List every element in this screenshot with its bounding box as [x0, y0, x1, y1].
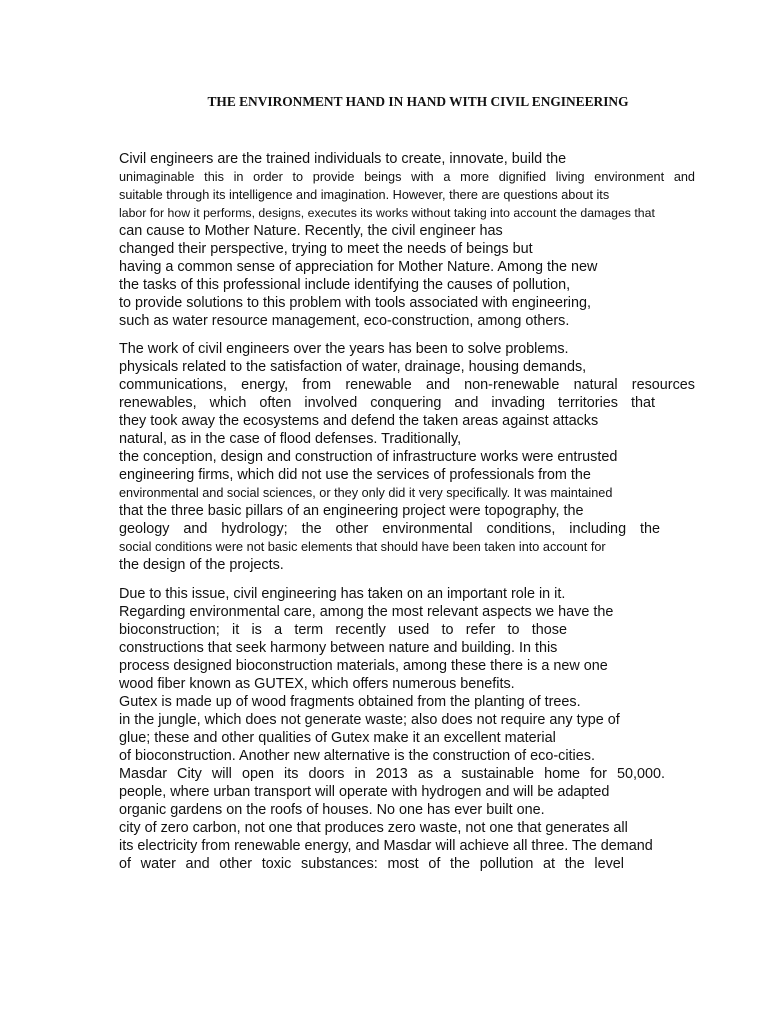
paragraph-line: suitable through its intelligence and imagination. However, there are questions about its	[119, 188, 610, 202]
paragraph-line: Due to this issue, civil engineering has taken on an important role in it.	[119, 586, 566, 602]
paragraph-line: to provide solutions to this problem with tools associated with engineering,	[119, 295, 591, 311]
paragraph-line: renewables, which often involved conquering and invading territories that	[119, 395, 655, 411]
paragraph-line: glue; these and other qualities of Gutex make it an excellent material	[119, 730, 556, 746]
paragraph-1	[119, 150, 695, 330]
paragraph-line: Regarding environmental care, among the most relevant aspects we have the	[119, 604, 614, 620]
paragraph-2	[119, 340, 695, 574]
paragraph-line: process designed bioconstruction materials, among these there is a new one	[119, 658, 608, 674]
paragraph-line: in the jungle, which does not generate waste; also does not require any type of	[119, 712, 620, 728]
paragraph-line: its electricity from renewable energy, and Masdar will achieve all three. The demand	[119, 838, 653, 854]
paragraph-line: natural, as in the case of flood defenses. Traditionally,	[119, 431, 462, 447]
paragraph-line: engineering firms, which did not use the services of professionals from the	[119, 467, 591, 483]
paragraph-line: such as water resource management, eco-construction, among others.	[119, 313, 570, 329]
paragraph-line: Civil engineers are the trained individuals to create, innovate, build the	[119, 151, 567, 167]
paragraph-line: people, where urban transport will operate with hydrogen and will be adapted	[119, 784, 610, 800]
paragraph-line: wood fiber known as GUTEX, which offers numerous benefits.	[119, 676, 515, 692]
paragraph-line: Masdar City will open its doors in 2013 as a sustainable home for 50,000.	[119, 766, 665, 782]
paragraph-line: the tasks of this professional include identifying the causes of pollution,	[119, 277, 571, 293]
paragraph-line: social conditions were not basic elements that should have been taken into account for	[119, 540, 606, 554]
paragraph-line: the design of the projects.	[119, 557, 284, 573]
paragraph-line: the conception, design and construction of infrastructure works were entrusted	[119, 449, 618, 465]
paragraph-line: environmental and social sciences, or they only did it very specifically. It was maintained	[119, 486, 613, 500]
paragraph-line: unimaginable this in order to provide beings with a more dignified living environment and	[119, 170, 695, 184]
paragraph-line: constructions that seek harmony between nature and building. In this	[119, 640, 558, 656]
paragraph-line: changed their perspective, trying to meet the needs of beings but	[119, 241, 533, 257]
paragraph-3	[119, 585, 695, 873]
paragraph-line: communications, energy, from renewable and non-renewable natural resources	[119, 377, 695, 393]
paragraph-line: physicals related to the satisfaction of water, drainage, housing demands,	[119, 359, 587, 375]
paragraph-line: bioconstruction; it is a term recently used to refer to those	[119, 622, 567, 638]
paragraph-line: having a common sense of appreciation for Mother Nature. Among the new	[119, 259, 598, 275]
document-title: THE ENVIRONMENT HAND IN HAND WITH CIVIL ENGINEERING	[207, 94, 629, 109]
paragraph-line: organic gardens on the roofs of houses. No one has ever built one.	[119, 802, 545, 818]
paragraph-line: labor for how it performs, designs, executes its works without taking into account the damages that	[119, 206, 655, 220]
paragraph-line: that the three basic pillars of an engineering project were topography, the	[119, 503, 584, 519]
paragraph-line: of water and other toxic substances: most of the pollution at the level	[119, 856, 624, 872]
paragraph-line: of bioconstruction. Another new alternative is the construction of eco-cities.	[119, 748, 595, 764]
paragraph-line: can cause to Mother Nature. Recently, the civil engineer has	[119, 223, 503, 239]
paragraph-line: The work of civil engineers over the years has been to solve problems.	[119, 341, 569, 357]
paragraph-line: Gutex is made up of wood fragments obtained from the planting of trees.	[119, 694, 581, 710]
paragraph-line: geology and hydrology; the other environmental conditions, including the	[119, 521, 660, 537]
paragraph-line: they took away the ecosystems and defend the taken areas against attacks	[119, 413, 599, 429]
paragraph-line: city of zero carbon, not one that produces zero waste, not one that generates all	[119, 820, 628, 836]
